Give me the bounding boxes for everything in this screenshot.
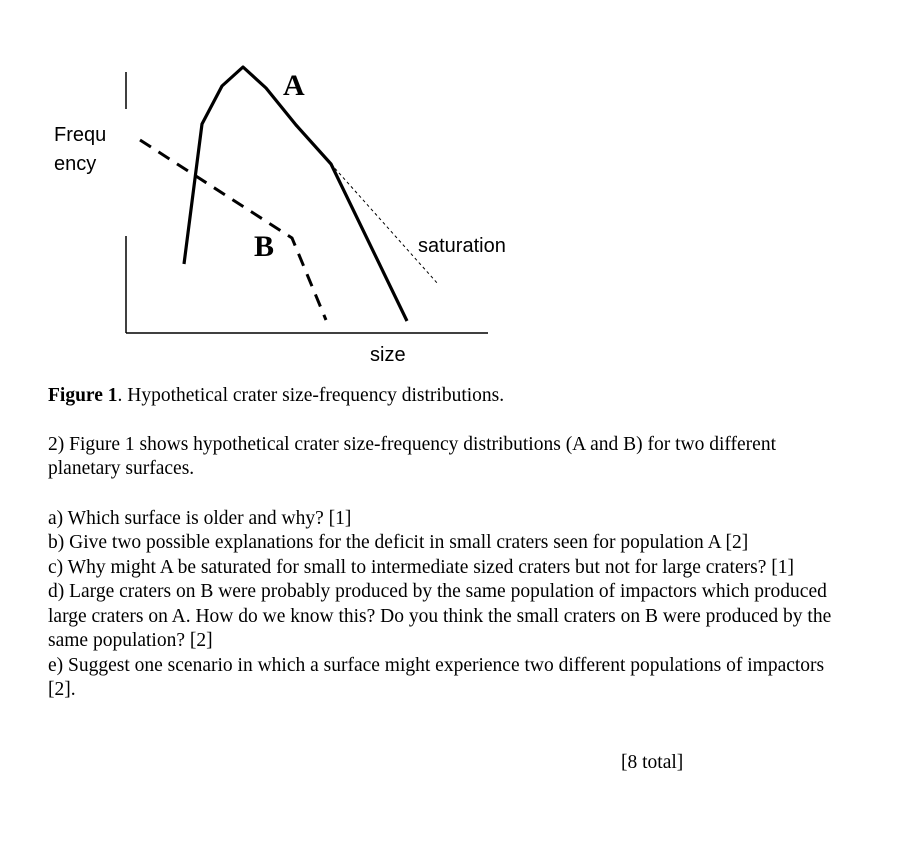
saturation-label: saturation [418, 235, 506, 257]
curve-b [140, 140, 326, 320]
question-part-b: b) Give two possible explanations for the deficit in small craters seen for population A [2] [48, 532, 749, 553]
x-axis-label: size [370, 344, 406, 366]
saturation-line [331, 164, 438, 284]
question-part-c: c) Why might A be saturated for small to intermediate sized craters but not for large craters? [1] [48, 556, 794, 578]
figure-caption-text: . Hypothetical crater size-frequency distributions. [117, 385, 505, 406]
figure-caption [48, 384, 848, 409]
crater-size-frequency-figure [0, 0, 910, 380]
total-marks: [8 total] [621, 752, 684, 773]
curve-b-label: B [254, 230, 275, 263]
curve-a-label: A [283, 69, 305, 102]
question-part-e: e) Suggest one scenario in which a surface might experience two different populations of impactors [2]. [48, 654, 825, 700]
question-intro: 2) Figure 1 shows hypothetical crater size-frequency distributions (A and B) for two different planetary surfaces. [48, 433, 776, 479]
curve-a [184, 67, 407, 321]
y-axis-label-line1: Frequ [54, 124, 107, 146]
question-part-a: a) Which surface is older and why? [1] [48, 507, 352, 529]
figure-caption-label: Figure 1 [48, 385, 118, 406]
question-part-d: d) Large craters on B were probably produced by the same population of impactors which produced large craters on A. How do we know this? Do you think the small craters on B were produced by the same population? [2] [48, 581, 832, 651]
question-text [48, 384, 848, 703]
y-axis-label-line2: ency [54, 153, 97, 175]
